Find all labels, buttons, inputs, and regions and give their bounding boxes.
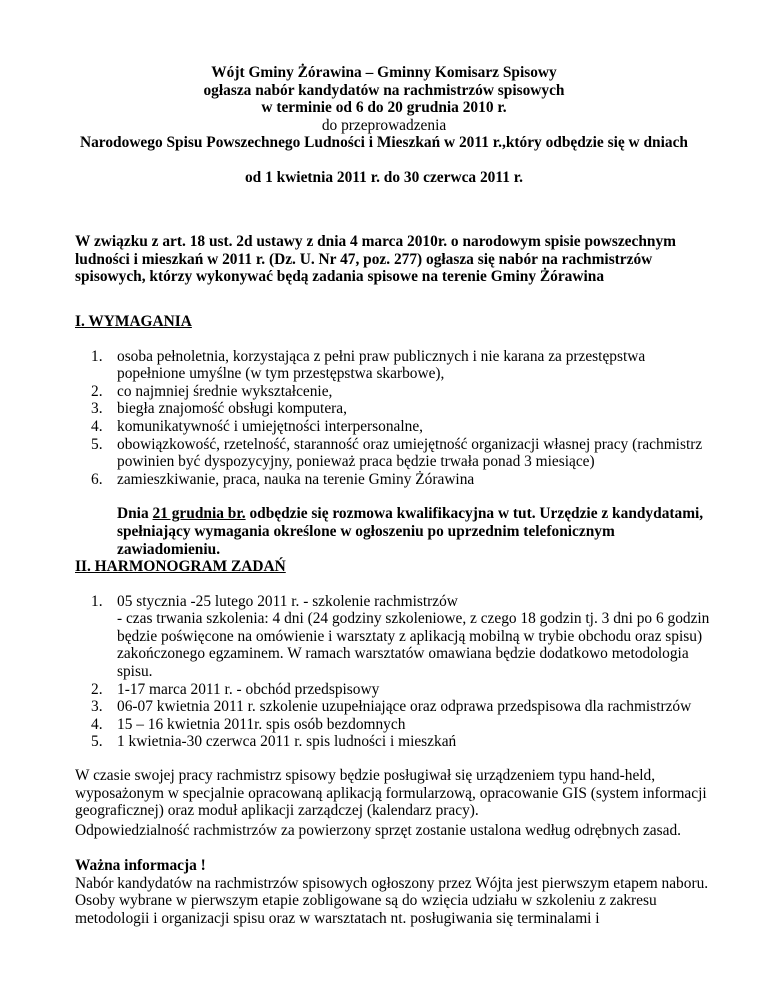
responsibility-paragraph: Odpowiedzialność rachmistrzów za powierzony sprzęt zostanie ustalona według odrębnych zasad. xyxy=(75,822,682,839)
header-line-purpose: do przeprowadzenia xyxy=(321,116,447,134)
intro-paragraph: W związku z art. 18 ust. 2d ustawy z dnia 4 marca 2010r. o narodowym spisie powszechnym ludności i mieszkań w 2011 r. (Dz. U. Nr 47, poz. 277) ogłasza się nabór na rachmistrzów spisowych, którzy wykonywać będą zadania spisowe na terenie Gminy Żórawina xyxy=(75,233,676,286)
list-item: 1. 05 stycznia -25 lutego 2011 r. - szkolenie rachmistrzów - czas trwania szkolenia: 4 dni (24 godziny szkoleniowe, z czego 18 godzin tj. 3 dni po 6 godzin będzie poświęcone na omówienie i warsztaty z aplikacją mobilną w trybie obchodu oraz spisu) zakończonego egzaminem. W ramach warsztatów omawiana będzie dodatkowo metodologia spisu. xyxy=(91,592,710,680)
handheld-paragraph: W czasie swojej pracy rachmistrz spisowy będzie posługiwał się urządzeniem typu hand-held, wyposażonym w specjalnie opracowaną aplikacją formularzową, opracowanie GIS (system informacji geograficznej) oraz moduł aplikacji zarządczej (kalendarz pracy). xyxy=(75,767,707,820)
important-info-title: Ważna informacja ! xyxy=(75,857,206,874)
list-item: 6. zamieszkiwanie, praca, nauka na terenie Gminy Żórawina xyxy=(91,470,475,488)
list-item: 2. co najmniej średnie wykształcenie, xyxy=(91,382,333,400)
list-item: 2. 1-17 marca 2011 r. - obchód przedspisowy xyxy=(91,680,380,698)
header-line-period: w terminie od 6 do 20 grudnia 2010 r. xyxy=(261,99,507,117)
announcement-header xyxy=(0,64,768,187)
list-item: 3. biegła znajomość obsługi komputera, xyxy=(91,400,347,418)
section-schedule xyxy=(75,558,715,751)
important-info xyxy=(75,857,715,927)
section-requirements xyxy=(75,313,715,558)
interview-notice: Dnia 21 grudnia br. odbędzie się rozmowa kwalifikacyjna w tut. Urzędzie z kandydatami, spełniający wymagania określone w ogłoszeniu po uprzednim telefonicznym zawiadomieniu. xyxy=(117,505,704,558)
header-line-dates: od 1 kwietnia 2011 r. do 30 czerwca 2011 r. xyxy=(244,168,524,186)
header-line-recruitment: ogłasza nabór kandydatów na rachmistrzów spisowych xyxy=(203,81,565,99)
header-line-authority: Wójt Gminy Żórawina – Gminny Komisarz Spisowy xyxy=(211,64,557,81)
list-item: 5. 1 kwietnia-30 czerwca 2011 r. spis ludności i mieszkań xyxy=(91,733,457,751)
interview-date: 21 grudnia br. xyxy=(152,505,246,523)
training-detail: - czas trwania szkolenia: 4 dni (24 godziny szkoleniowe, z czego 18 godzin tj. 3 dni po 6 godzin będzie poświęcone na omówienie i warsztaty z aplikacją mobilną w trybie obchodu oraz spisu) zakończonego egzaminem. W ramach warsztatów omawiana będzie dodatkowo metodologia spisu. xyxy=(117,610,710,680)
requirements-list xyxy=(75,348,715,489)
important-info-text: Nabór kandydatów na rachmistrzów spisowych ogłoszony przez Wójta jest pierwszym etapem naboru. Osoby wybrane w pierwszym etapie zobligowane są do wzięcia udziału w szkoleniu z zakresu metodologii i organizacji spisu oraz w warsztatach nt. posługiwania się terminalami i xyxy=(75,874,709,927)
list-item: 4. 15 – 16 kwietnia 2011r. spis osób bezdomnych xyxy=(91,715,406,733)
section-schedule-title: II. HARMONOGRAM ZADAŃ xyxy=(75,558,286,575)
list-item: 4. komunikatywność i umiejętności interpersonalne, xyxy=(91,417,424,435)
list-item: 3. 06-07 kwietnia 2011 r. szkolenie uzupełniające oraz odprawa przedspisowa dla rachmistrzów xyxy=(91,698,692,716)
header-line-census: Narodowego Spisu Powszechnego Ludności i Mieszkań w 2011 r.,który odbędzie się w dniach xyxy=(80,134,688,152)
schedule-list xyxy=(75,593,715,751)
section-requirements-title: I. WYMAGANIA xyxy=(75,313,192,330)
list-item: 1. osoba pełnoletnia, korzystająca z pełni praw publicznych i nie karana za przestępstwa popełnione umyślne (w tym przestępstwa skarbowe), xyxy=(91,347,646,383)
list-item: 5. obowiązkowość, rzetelność, staranność oraz umiejętność organizacji własnej pracy (rachmistrz powinien być dyspozycyjny, ponieważ praca będzie trwała ponad 3 miesiące) xyxy=(91,435,703,471)
